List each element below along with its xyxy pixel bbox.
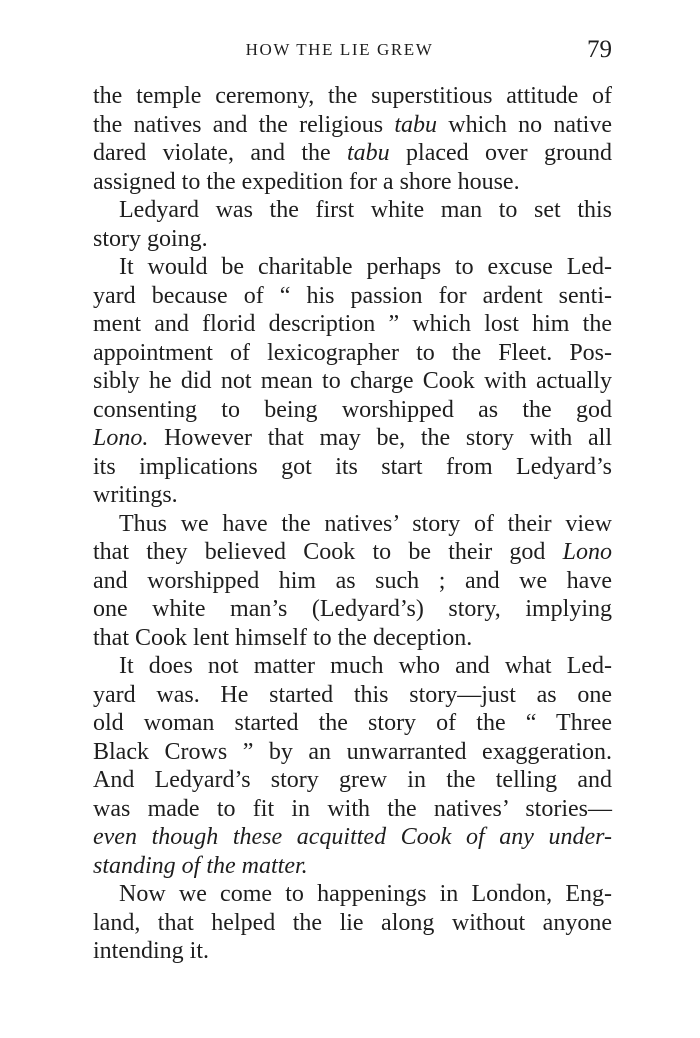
text-line: intending it. bbox=[93, 938, 209, 964]
text-line: yard was. He started this story—just as one bbox=[93, 681, 612, 708]
text-line: It does not matter much who and what Led- bbox=[119, 653, 612, 679]
text-line: the temple ceremony, the superstitious attitude of bbox=[93, 83, 612, 109]
text-line: appointment of lexicographer to the Fleet. Pos- bbox=[93, 339, 612, 366]
text-line: was made to fit in with the natives’ stories— bbox=[93, 795, 612, 822]
text-line: ment and florid description ” which lost him the bbox=[93, 311, 612, 337]
running-head bbox=[67, 36, 612, 70]
text-line: dared violate, and the tabu placed over ground bbox=[93, 140, 612, 166]
text-line: Thus we have the natives’ story of their view bbox=[119, 510, 612, 537]
text-line: sibly he did not mean to charge Cook with actually bbox=[93, 368, 612, 394]
text-line: It would be charitable perhaps to excuse Led- bbox=[119, 254, 612, 280]
paragraph bbox=[67, 880, 612, 966]
text-line: assigned to the expedition for a shore house. bbox=[93, 168, 520, 195]
paragraph bbox=[67, 652, 612, 880]
running-title: HOW THE LIE GREW bbox=[245, 40, 434, 59]
body-text bbox=[67, 82, 612, 966]
text-line: land, that helped the lie along without anyone bbox=[93, 909, 612, 936]
text-line: standing of the matter. bbox=[93, 852, 308, 879]
paragraph bbox=[67, 196, 612, 253]
text-line: yard because of “ his passion for ardent senti- bbox=[93, 282, 612, 309]
paragraph bbox=[67, 253, 612, 510]
text-line: Now we come to happenings in London, Eng- bbox=[119, 881, 612, 907]
text-line: the natives and the religious tabu which no native bbox=[93, 111, 613, 138]
paragraph bbox=[67, 82, 612, 196]
paragraph bbox=[67, 510, 612, 653]
text-line: Lono. However that may be, the story with all bbox=[93, 425, 612, 451]
text-line: one white man’s (Ledyard’s) story, implying bbox=[93, 596, 612, 622]
text-line: consenting to being worshipped as the god bbox=[93, 396, 612, 423]
text-line: story going. bbox=[93, 225, 208, 252]
text-line: that Cook lent himself to the deception. bbox=[93, 624, 473, 651]
text-line: old woman started the story of the “ Three bbox=[93, 710, 612, 736]
text-line: and worshipped him as such ; and we have bbox=[93, 567, 612, 594]
text-line: even though these acquitted Cook of any under- bbox=[93, 824, 612, 850]
text-line: And Ledyard’s story grew in the telling and bbox=[93, 767, 612, 793]
text-line: its implications got its start from Ledyard’s bbox=[93, 453, 612, 480]
text-line: that they believed Cook to be their god Lono bbox=[93, 539, 612, 565]
text-line: Ledyard was the first white man to set this bbox=[119, 197, 612, 223]
text-line: Black Crows ” by an unwarranted exaggeration. bbox=[93, 738, 612, 765]
text-line: writings. bbox=[93, 482, 178, 508]
page-number: 79 bbox=[587, 36, 612, 63]
